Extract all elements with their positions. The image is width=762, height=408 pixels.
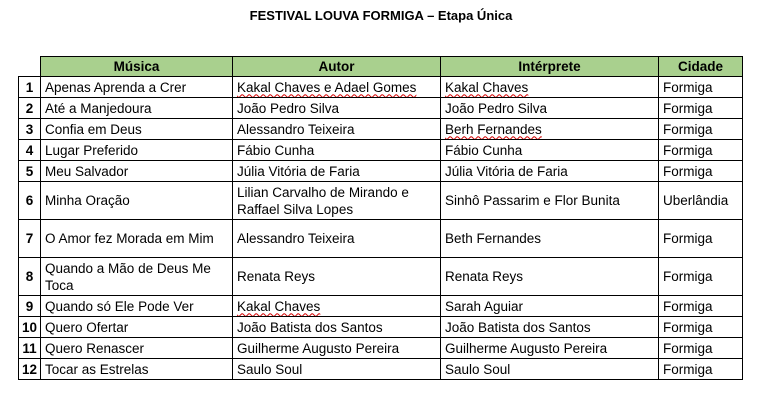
cell-interprete: Júlia Vitória de Faria	[441, 161, 659, 182]
header-cidade: Cidade	[659, 57, 743, 77]
cell-autor: João Batista dos Santos	[233, 317, 441, 338]
cell-musica: O Amor fez Morada em Mim	[41, 220, 233, 258]
row-number: 7	[19, 220, 41, 258]
cell-interprete: Sinhô Passarim e Flor Bunita	[441, 182, 659, 220]
cell-musica: Apenas Aprenda a Crer	[41, 77, 233, 98]
cell-musica: Meu Salvador	[41, 161, 233, 182]
row-number: 9	[19, 296, 41, 317]
cell-autor: Guilherme Augusto Pereira	[233, 338, 441, 359]
cell-autor: Kakal Chaves	[233, 296, 441, 317]
header-autor: Autor	[233, 57, 441, 77]
table-row	[19, 296, 743, 317]
table-row	[19, 140, 743, 161]
header-number	[19, 57, 41, 77]
row-number: 8	[19, 258, 41, 296]
header-row	[19, 57, 743, 77]
row-number: 2	[19, 98, 41, 119]
row-number: 5	[19, 161, 41, 182]
cell-cidade: Uberlândia	[659, 182, 743, 220]
cell-cidade: Formiga	[659, 258, 743, 296]
cell-cidade: Formiga	[659, 220, 743, 258]
table-row	[19, 359, 743, 380]
cell-autor: Kakal Chaves e Adael Gomes	[233, 77, 441, 98]
cell-cidade: Formiga	[659, 140, 743, 161]
table-row	[19, 317, 743, 338]
cell-autor: Lilian Carvalho de Mirando e Raffael Silva Lopes	[233, 182, 441, 220]
row-number: 6	[19, 182, 41, 220]
cell-interprete: Berh Fernandes	[441, 119, 659, 140]
row-number: 11	[19, 338, 41, 359]
cell-autor: João Pedro Silva	[233, 98, 441, 119]
cell-musica: Quero Renascer	[41, 338, 233, 359]
cell-autor: Alessandro Teixeira	[233, 220, 441, 258]
table-row	[19, 258, 743, 296]
cell-interprete: João Pedro Silva	[441, 98, 659, 119]
header-musica: Música	[41, 57, 233, 77]
table-row	[19, 338, 743, 359]
cell-interprete: João Batista dos Santos	[441, 317, 659, 338]
page-title: FESTIVAL LOUVA FORMIGA – Etapa Única	[249, 8, 513, 23]
row-number: 10	[19, 317, 41, 338]
cell-musica: Minha Oração	[41, 182, 233, 220]
row-number: 12	[19, 359, 41, 380]
cell-interprete: Fábio Cunha	[441, 140, 659, 161]
cell-cidade: Formiga	[659, 338, 743, 359]
cell-autor: Fábio Cunha	[233, 140, 441, 161]
cell-cidade: Formiga	[659, 296, 743, 317]
results-table	[18, 56, 743, 380]
cell-musica: Até a Manjedoura	[41, 98, 233, 119]
table-row	[19, 161, 743, 182]
row-number: 3	[19, 119, 41, 140]
table-row	[19, 220, 743, 258]
table-row	[19, 119, 743, 140]
row-number: 4	[19, 140, 41, 161]
table-row	[19, 182, 743, 220]
cell-musica: Quando a Mão de Deus Me Toca	[41, 258, 233, 296]
cell-musica: Tocar as Estrelas	[41, 359, 233, 380]
cell-interprete: Beth Fernandes	[441, 220, 659, 258]
cell-cidade: Formiga	[659, 119, 743, 140]
cell-interprete: Renata Reys	[441, 258, 659, 296]
cell-musica: Quero Ofertar	[41, 317, 233, 338]
cell-cidade: Formiga	[659, 98, 743, 119]
table-row	[19, 98, 743, 119]
cell-interprete: Saulo Soul	[441, 359, 659, 380]
cell-cidade: Formiga	[659, 161, 743, 182]
cell-musica: Lugar Preferido	[41, 140, 233, 161]
cell-autor: Alessandro Teixeira	[233, 119, 441, 140]
cell-musica: Confia em Deus	[41, 119, 233, 140]
cell-cidade: Formiga	[659, 317, 743, 338]
cell-musica: Quando só Ele Pode Ver	[41, 296, 233, 317]
cell-cidade: Formiga	[659, 359, 743, 380]
header-interprete: Intérprete	[441, 57, 659, 77]
cell-autor: Júlia Vitória de Faria	[233, 161, 441, 182]
cell-cidade: Formiga	[659, 77, 743, 98]
table-row	[19, 77, 743, 98]
row-number: 1	[19, 77, 41, 98]
cell-interprete: Guilherme Augusto Pereira	[441, 338, 659, 359]
cell-interprete: Kakal Chaves	[441, 77, 659, 98]
cell-autor: Renata Reys	[233, 258, 441, 296]
cell-autor: Saulo Soul	[233, 359, 441, 380]
cell-interprete: Sarah Aguiar	[441, 296, 659, 317]
